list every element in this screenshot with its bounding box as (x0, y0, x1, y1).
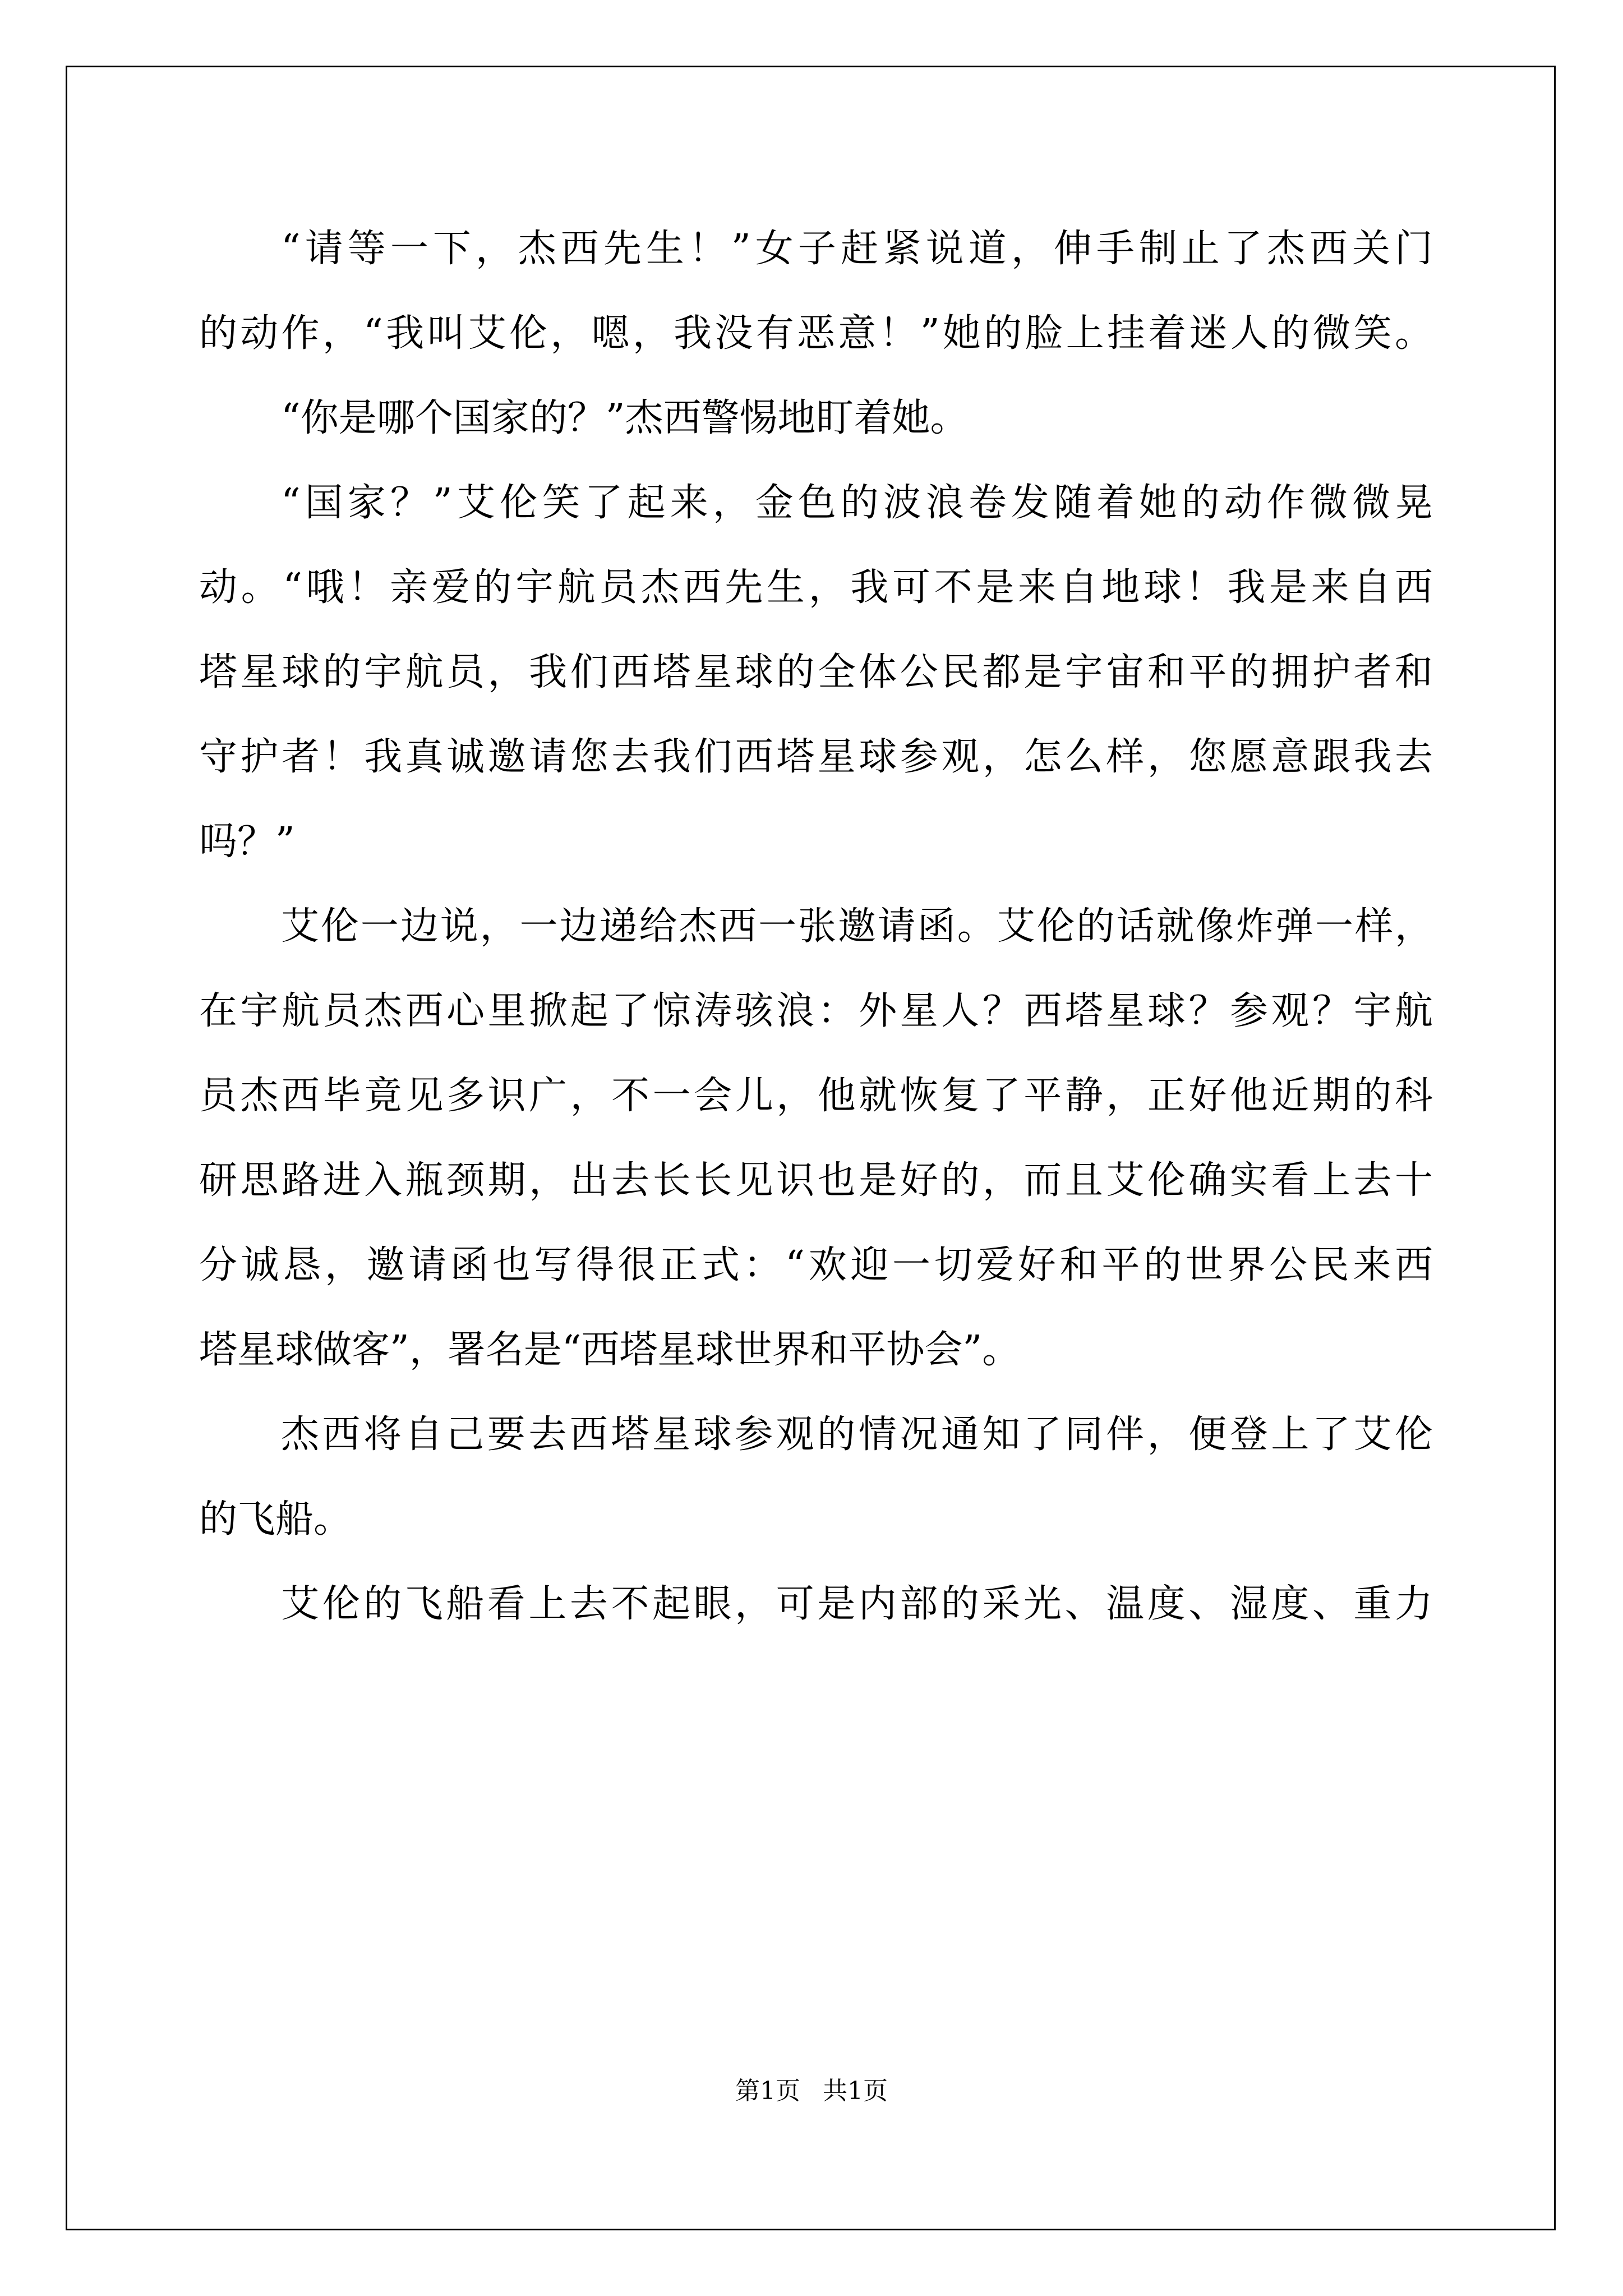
text-line: 塔星球做客”，署名是“西塔星球世界和平协会”。 (199, 1328, 1021, 1372)
text-line: 艾伦的飞船看上去不起眼，可是内部的采光、温度、湿度、重力 (281, 1582, 1433, 1626)
text-line: 员杰西毕竟见多识广，不一会儿，他就恢复了平静，正好他近期的科 (199, 1074, 1433, 1118)
text-line: 分诚恳，邀请函也写得很正式：“欢迎一切爱好和平的世界公民来西 (199, 1243, 1433, 1287)
text-line: “国家？”艾伦笑了起来，金色的波浪卷发随着她的动作微微晃 (281, 481, 1433, 525)
text-line: 塔星球的宇航员，我们西塔星球的全体公民都是宇宙和平的拥护者和 (199, 650, 1433, 694)
document-body (199, 206, 1433, 1646)
text-line: “你是哪个国家的？”杰西警惕地盯着她。 (281, 396, 969, 440)
text-line: 的飞船。 (199, 1497, 352, 1542)
text-line: 杰西将自己要去西塔星球参观的情况通知了同伴，便登上了艾伦 (281, 1412, 1433, 1457)
text-line: 守护者！我真诚邀请您去我们西塔星球参观，怎么样，您愿意跟我去 (199, 735, 1433, 779)
text-line: 研思路进入瓶颈期，出去长长见识也是好的，而且艾伦确实看上去十 (199, 1158, 1433, 1203)
page-footer (0, 2074, 1623, 2108)
text-line: 的动作，“我叫艾伦，嗯，我没有恶意！”她的脸上挂着迷人的微笑。 (199, 311, 1433, 356)
text-line: “请等一下，杰西先生！”女子赶紧说道，伸手制止了杰西关门 (281, 227, 1433, 271)
page-number: 第1页 (735, 2077, 800, 2105)
text-line: 动。“哦！亲爱的宇航员杰西先生，我可不是来自地球！我是来自西 (199, 565, 1433, 610)
page-total: 共1页 (823, 2077, 888, 2105)
text-line: 在宇航员杰西心里掀起了惊涛骇浪：外星人？西塔星球？参观？宇航 (199, 989, 1433, 1033)
text-line: 艾伦一边说，一边递给杰西一张邀请函。艾伦的话就像炸弹一样， (281, 904, 1433, 949)
text-line: 吗？” (199, 820, 295, 864)
